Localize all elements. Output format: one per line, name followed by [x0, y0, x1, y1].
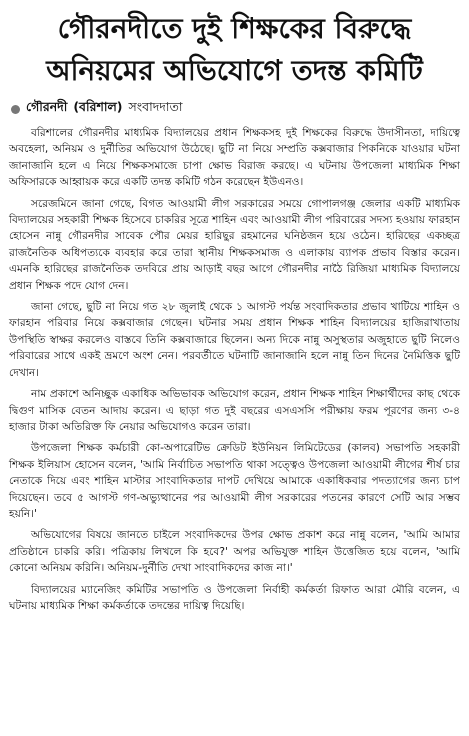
paragraph: বরিশালের গৌরনদীর মাধ্যমিক বিদ্যালয়ের প্রধান শিক্ষকসহ দুই শিক্ষকের বিরুদ্ধে উদাসীনতা, দায়িত্বে অবহেলা, অনিয়ম ও দুর্নীতির অভিযোগ উঠেছে। ছুটি না নিয়ে সম্প্রতি কক্সবাজার পিকনিকে যাওয়ার ঘটনা জানাজানি হলে এ নিয়ে শিক্ষকসমাজে চাপা ক্ষোভ বিরাজ করছে। এ ঘটনায় উপজেলা মাধ্যমিক শিক্ষা অফিসারকে আহ্বায়ক করে একটি তদন্ত কমিটি গঠন করেছেন ইউএনও। — [9, 127, 460, 189]
paragraph: সরেজমিনে জানা গেছে, বিগত আওয়ামী লীগ সরকারের সময়ে গোপালগঞ্জ জেলার একটি মাধ্যমিক বিদ্যালয়ের সহকারী শিক্ষক হিসেবে চাকরির সূত্রে শাহিন এবং আওয়ামী লীগ পরিবারের সদস্য হওয়ায় ফারহান হোসেন নান্নু গৌরনদীর সাবেক পৌর মেয়র হারিছুর রহমানের ঘনিষ্ঠজন হয়ে ওঠেন। হারিছের একচ্ছত্র রাজনৈতিক অধিপত্যকে ব্যবহার করে তারা স্থানীয় শিক্ষকসমাজ ও এলাকায় ব্যাপক প্রভাব বিস্তার করেন। এমনকি হারিছের রাজনৈতিক তদবিরে প্রায় আড়াই বছর আগে গৌরনদীর নাঠৈ রিজিয়া মাধ্যমিক বিদ্যালয়ে প্রধান শিক্ষক পদে যোগ দেন। — [9, 197, 460, 292]
headline-line-1: গৌরনদীতে দুই শিক্ষকের বিরুদ্ধে — [57, 12, 412, 45]
headline-line-2: অনিয়মের অভিযোগে তদন্ত কমিটি — [46, 54, 423, 87]
bullet-icon — [11, 105, 20, 114]
dateline-place: গৌরনদী — [26, 99, 68, 114]
dateline — [11, 99, 460, 119]
dateline-reporter: সংবাদদাতা — [128, 99, 183, 114]
paragraph: অভিযোগের বিষয়ে জানতে চাইলে সংবাদিকদের উপর ক্ষোভ প্রকাশ করে নান্নু বলেন, 'আমি আমার প্রতিষ্ঠানে চাকরি করি। পত্রিকায় লিখলে কি হবে?' অপর অভিযুক্ত শাহিন উত্তেজিত হয়ে বলেন, 'আমি কোনো অনিয়ম করিনি। অনিয়ম-দুর্নীতি দেখা সাংবাদিকদের কাজ না।' — [9, 529, 460, 575]
paragraph: বিদ্যালয়ের ম্যানেজিং কমিটির সভাপতি ও উপজেলা নির্বাহী কর্মকর্তা রিফাত আরা মৌরি বলেন, এ ঘটনায় মাধ্যমিক শিক্ষা কর্মকর্তাকে তদন্তের দায়িত্ব দিয়েছি। — [9, 583, 460, 612]
paragraph: নাম প্রকাশে অনিচ্ছুক একাধিক অভিভাবক অভিযোগ করেন, প্রধান শিক্ষক শাহিন শিক্ষার্থীদের কাছ থেকে দ্বিগুণ মাসিক বেতন আদায় করেন। এ ছাড়া গত দুই বছরের এসএসসি পরীক্ষায় ফরম পূরণের জন্য ৩-৪ হাজার টাকা অতিরিক্ত ফি নেয়ার অভিযোগও করেন তারা। — [9, 388, 460, 433]
article-body — [9, 125, 460, 614]
dateline-district: (বরিশাল) — [73, 99, 123, 114]
paragraph: জানা গেছে, ছুটি না নিয়ে গত ২৮ জুলাই থেকে ১ আগস্ট পর্যন্ত সংবাদিকতার প্রভাব খাটিয়ে শাহিন ও ফারহান পরিবার নিয়ে কক্সবাজার গেছেন। ঘটনার সময় প্রধান শিক্ষক শাহিন বিদ্যালয়ের হাজিরাখাতায় উপস্থিতি স্বাক্ষর করলেও বাস্তবে তিনি কক্সবাজারে ছিলেন। অন্য দিকে নান্নু অসুস্থতার অজুহাতে ছুটি নিলেও পরিবারের সাথে একই ভ্রমণে অংশ নেন। পরবর্তীতে ঘটনাটি জানাজানি হলে নান্নু তিন দিনের নৈমিত্তিক ছুটি দেখান। — [9, 301, 460, 379]
paragraph: উপজেলা শিক্ষক কর্মচারী কো-অপারেটিভ ক্রেডিট ইউনিয়ন লিমিটেডের (কালব) সভাপতি সহকারী শিক্ষক ইলিয়াস হোসেন বলেন, 'আমি নির্বাচিত সভাপতি থাকা সত্ত্বেও উপজেলা আওয়ামী লীগের শীর্ষ চার নেতাকে দিয়ে এবং শাহিন মাস্টার সাংবাদিকতার দাপট দেখিয়ে আমাকে একাধিকবার পদত্যাগের জন্য চাপ দিয়েছেন। তবে ৫ আগস্ট গণ-অভ্যুত্থানের পর আওয়ামী লীগ সরকারের পতনের কারণে সেটি আর সম্ভব হয়নি।' — [9, 442, 460, 520]
headline — [9, 8, 460, 92]
